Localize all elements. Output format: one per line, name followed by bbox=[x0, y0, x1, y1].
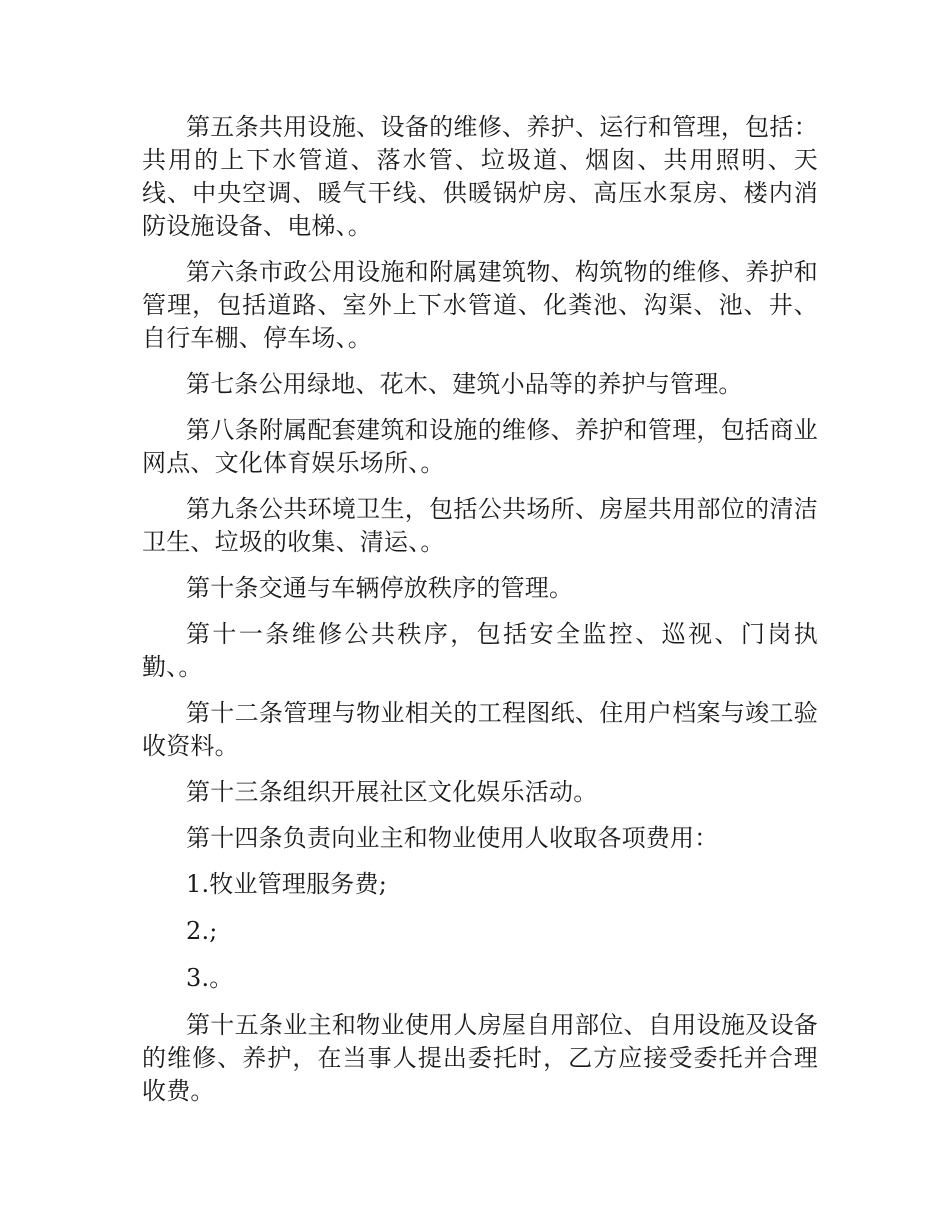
document-body bbox=[142, 111, 818, 1121]
fee-item-1: 1.牧业管理服务费; bbox=[186, 870, 387, 898]
article-9: 第九条公共环境卫生，包括公共场所、房屋共用部位的清洁卫生、垃圾的收集、清运、。 bbox=[142, 495, 818, 556]
article-10: 第十条交通与车辆停放秩序的管理。 bbox=[186, 574, 574, 602]
article-13: 第十三条组织开展社区文化娱乐活动。 bbox=[186, 778, 598, 806]
fee-item-3: 3.。 bbox=[186, 964, 234, 992]
article-12: 第十二条管理与物业相关的工程图纸、住用户档案与竣工验收资料。 bbox=[142, 699, 818, 760]
article-11: 第十一条维修公共秩序，包括安全监控、巡视、门岗执勤、。 bbox=[142, 620, 818, 681]
fee-item-2: 2.; bbox=[186, 917, 218, 945]
article-7: 第七条公用绿地、花木、建筑小品等的养护与管理。 bbox=[186, 370, 743, 398]
article-8: 第八条附属配套建筑和设施的维修、养护和管理，包括商业网点、文化体育娱乐场所、。 bbox=[142, 416, 818, 477]
article-14: 第十四条负责向业主和物业使用人收取各项费用： bbox=[186, 824, 719, 852]
article-6: 第六条市政公用设施和附属建筑物、构筑物的维修、养护和管理，包括道路、室外上下水管道、化粪池、沟渠、池、井、自行车棚、停车场、。 bbox=[142, 258, 818, 352]
article-15: 第十五条业主和物业使用人房屋自用部位、自用设施及设备的维修、养护，在当事人提出委托时，乙方应接受委托并合理收费。 bbox=[142, 1011, 818, 1105]
article-5: 第五条共用设施、设备的维修、养护、运行和管理，包括：共用的上下水管道、落水管、垃圾道、烟囱、共用照明、天线、中央空调、暖气干线、供暖锅炉房、高压水泵房、楼内消防设施设备、电梯、。 bbox=[142, 113, 818, 240]
